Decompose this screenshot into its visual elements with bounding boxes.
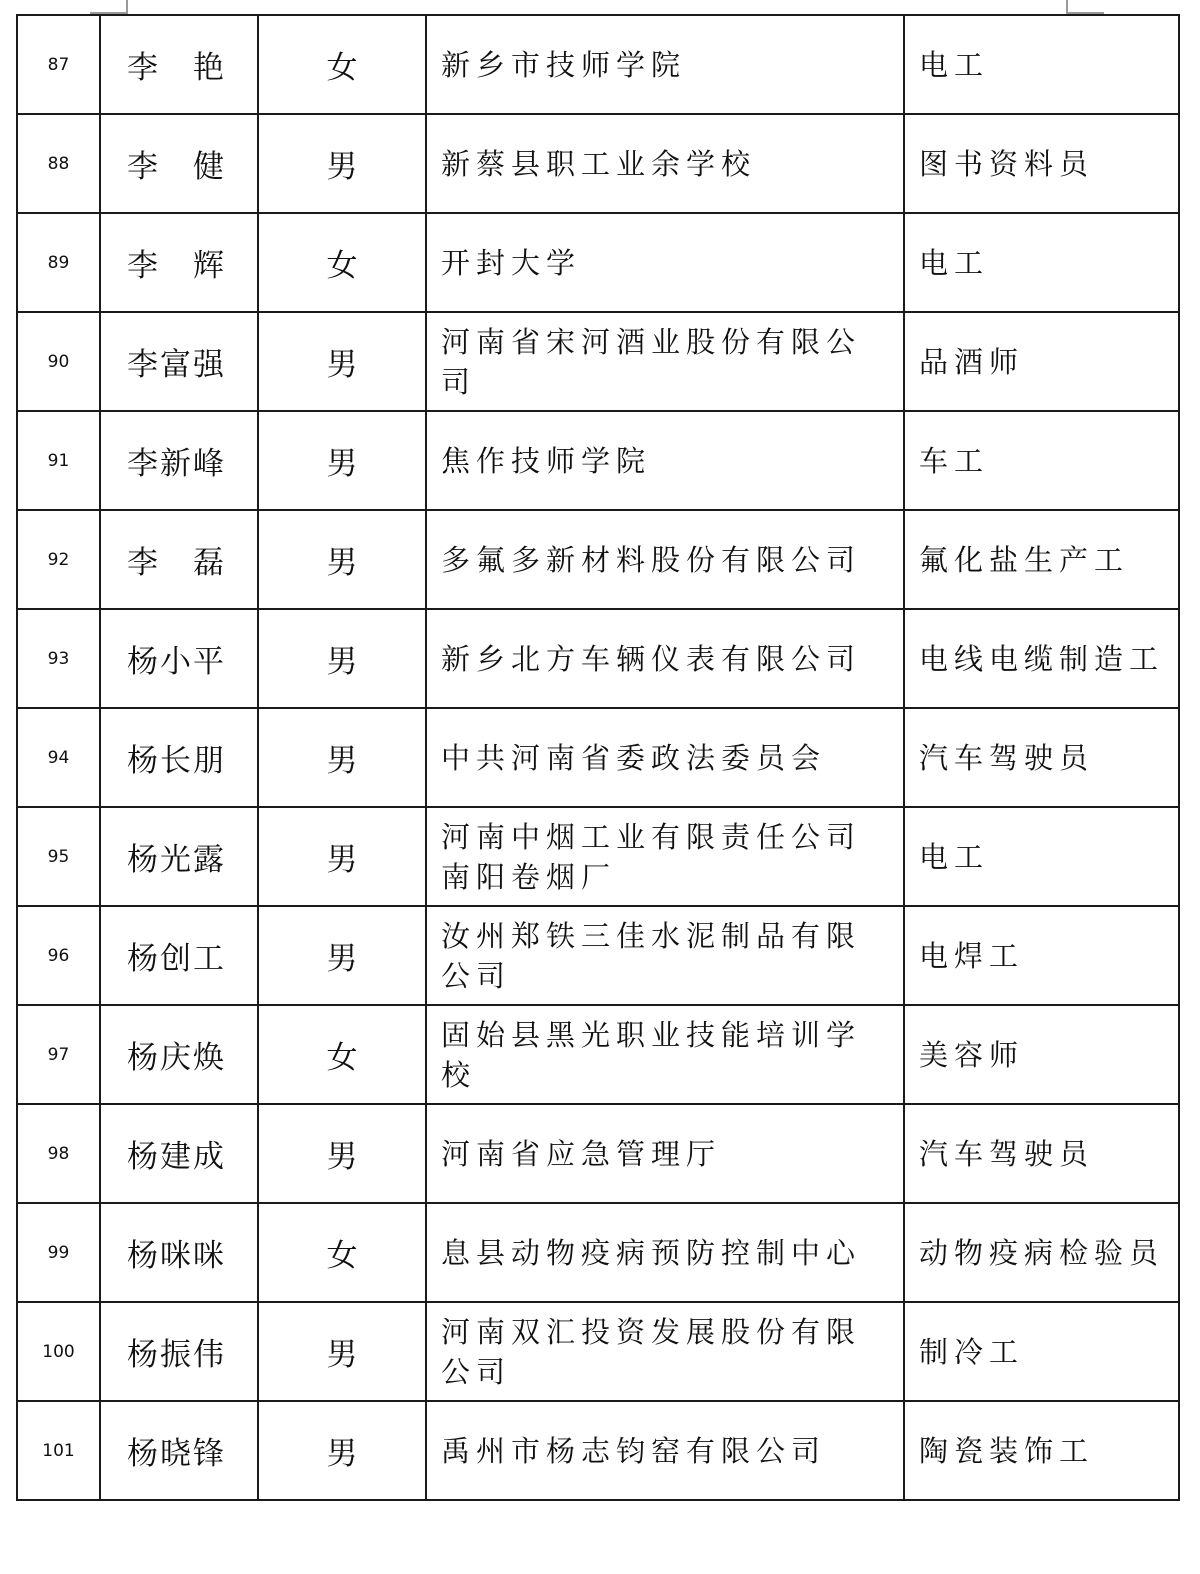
occupation: 电工 [904, 213, 1179, 312]
work-unit: 中共河南省委政法委员会 [426, 708, 904, 807]
occupation: 图书资料员 [904, 114, 1179, 213]
work-unit: 多氟多新材料股份有限公司 [426, 510, 904, 609]
row-number: 95 [17, 807, 100, 906]
row-number: 91 [17, 411, 100, 510]
roster-body [17, 15, 1179, 1500]
occupation: 汽车驾驶员 [904, 708, 1179, 807]
person-gender: 男 [258, 807, 426, 906]
row-number: 101 [17, 1401, 100, 1500]
occupation: 美容师 [904, 1005, 1179, 1104]
person-gender: 女 [258, 1005, 426, 1104]
crop-mark-top-left [90, 0, 128, 14]
person-name: 杨庆焕 [100, 1005, 258, 1104]
row-number: 93 [17, 609, 100, 708]
table-row [17, 15, 1179, 114]
occupation: 氟化盐生产工 [904, 510, 1179, 609]
person-name: 杨长朋 [100, 708, 258, 807]
row-number: 89 [17, 213, 100, 312]
work-unit: 河南省应急管理厅 [426, 1104, 904, 1203]
person-gender: 女 [258, 15, 426, 114]
row-number: 88 [17, 114, 100, 213]
person-name: 杨创工 [100, 906, 258, 1005]
person-name: 李 辉 [100, 213, 258, 312]
person-name: 杨光露 [100, 807, 258, 906]
person-gender: 女 [258, 1203, 426, 1302]
table-row [17, 1302, 1179, 1401]
person-name: 杨咪咪 [100, 1203, 258, 1302]
work-unit: 新乡市技师学院 [426, 15, 904, 114]
crop-mark-top-right [1066, 0, 1104, 14]
occupation: 陶瓷装饰工 [904, 1401, 1179, 1500]
person-name: 杨小平 [100, 609, 258, 708]
row-number: 94 [17, 708, 100, 807]
row-number: 98 [17, 1104, 100, 1203]
person-gender: 男 [258, 1302, 426, 1401]
person-name: 杨建成 [100, 1104, 258, 1203]
table-row [17, 213, 1179, 312]
person-name: 李新峰 [100, 411, 258, 510]
row-number: 100 [17, 1302, 100, 1401]
row-number: 92 [17, 510, 100, 609]
row-number: 96 [17, 906, 100, 1005]
work-unit: 河南省宋河酒业股份有限公司 [426, 312, 904, 411]
person-name: 杨晓锋 [100, 1401, 258, 1500]
table-row [17, 1005, 1179, 1104]
occupation: 汽车驾驶员 [904, 1104, 1179, 1203]
person-gender: 男 [258, 708, 426, 807]
person-gender: 男 [258, 312, 426, 411]
row-number: 90 [17, 312, 100, 411]
person-gender: 男 [258, 1104, 426, 1203]
table-row [17, 312, 1179, 411]
person-gender: 男 [258, 609, 426, 708]
person-name: 李 磊 [100, 510, 258, 609]
table-row [17, 1203, 1179, 1302]
work-unit: 固始县黑光职业技能培训学校 [426, 1005, 904, 1104]
table-row [17, 1401, 1179, 1500]
row-number: 87 [17, 15, 100, 114]
occupation: 电工 [904, 15, 1179, 114]
work-unit: 禹州市杨志钧窑有限公司 [426, 1401, 904, 1500]
person-name: 李 艳 [100, 15, 258, 114]
person-name: 杨振伟 [100, 1302, 258, 1401]
table-row [17, 807, 1179, 906]
work-unit: 新乡北方车辆仪表有限公司 [426, 609, 904, 708]
occupation: 制冷工 [904, 1302, 1179, 1401]
person-gender: 男 [258, 1401, 426, 1500]
table-row [17, 510, 1179, 609]
work-unit: 河南中烟工业有限责任公司南阳卷烟厂 [426, 807, 904, 906]
person-gender: 男 [258, 510, 426, 609]
person-gender: 男 [258, 411, 426, 510]
person-name: 李富强 [100, 312, 258, 411]
row-number: 99 [17, 1203, 100, 1302]
person-gender: 男 [258, 114, 426, 213]
occupation: 品酒师 [904, 312, 1179, 411]
occupation: 电线电缆制造工 [904, 609, 1179, 708]
table-row [17, 114, 1179, 213]
occupation: 电工 [904, 807, 1179, 906]
award-roster-table [16, 14, 1180, 1501]
occupation: 动物疫病检验员 [904, 1203, 1179, 1302]
work-unit: 焦作技师学院 [426, 411, 904, 510]
work-unit: 河南双汇投资发展股份有限公司 [426, 1302, 904, 1401]
table-row [17, 609, 1179, 708]
occupation: 车工 [904, 411, 1179, 510]
person-gender: 女 [258, 213, 426, 312]
person-gender: 男 [258, 906, 426, 1005]
occupation: 电焊工 [904, 906, 1179, 1005]
work-unit: 汝州郑铁三佳水泥制品有限公司 [426, 906, 904, 1005]
work-unit: 新蔡县职工业余学校 [426, 114, 904, 213]
table-row [17, 411, 1179, 510]
work-unit: 开封大学 [426, 213, 904, 312]
work-unit: 息县动物疫病预防控制中心 [426, 1203, 904, 1302]
table-row [17, 1104, 1179, 1203]
table-row [17, 906, 1179, 1005]
table-row [17, 708, 1179, 807]
person-name: 李 健 [100, 114, 258, 213]
row-number: 97 [17, 1005, 100, 1104]
